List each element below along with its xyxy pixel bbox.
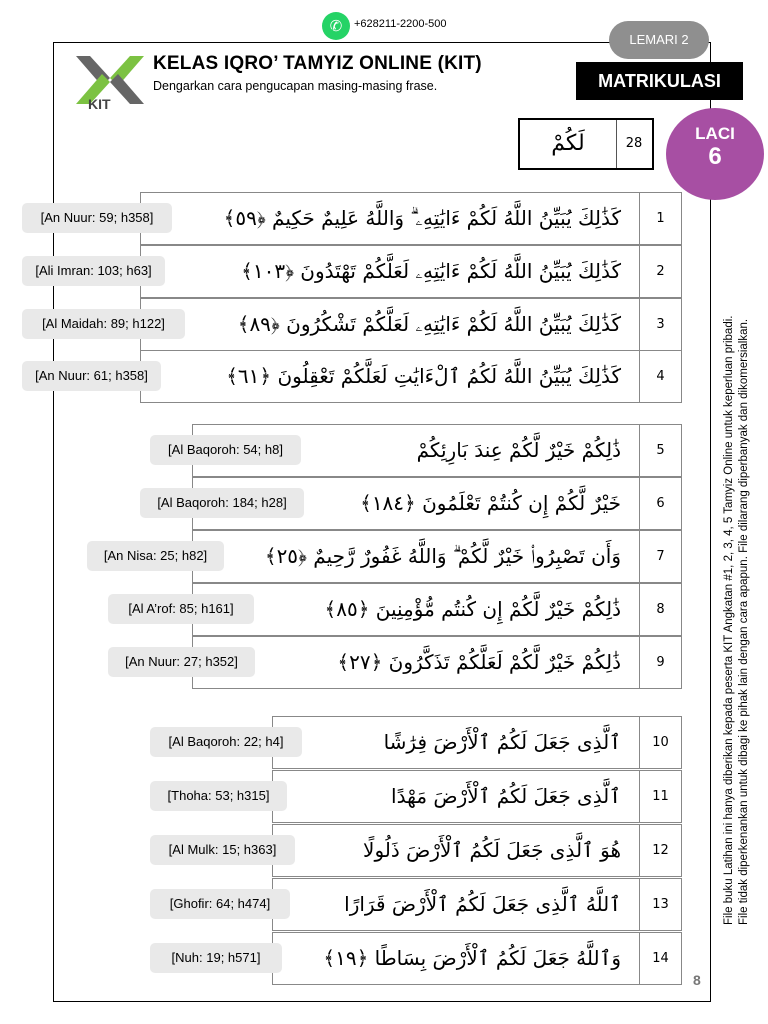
- phrase-row: [192, 636, 682, 689]
- phrase-number: 5: [656, 443, 665, 458]
- phrase-row: [272, 716, 682, 769]
- phrase-number: 12: [652, 843, 669, 858]
- whatsapp-icon: ✆: [322, 12, 350, 40]
- phrase-row: [192, 583, 682, 636]
- phrase-number: 14: [652, 951, 669, 966]
- verse-reference: [Al Mulk: 15; h363]: [150, 835, 295, 865]
- phrase-arabic: كَذَٰلِكَ يُبَيِّنُ اللَّهُ لَكُمُ ٱلْءَايَٰتِ لَعَلَّكُمْ تَعْقِلُونَ ﴿٦١﴾: [141, 351, 640, 402]
- logo-text: KIT: [88, 96, 111, 112]
- phrase-arabic: خَيْرٌ لَّكُمْ إِن كُنتُمْ تَعْلَمُونَ ﴿١٨٤﴾: [193, 478, 640, 529]
- verse-reference: [Al Baqoroh: 22; h4]: [150, 727, 302, 757]
- side-note-line-2: File tidak diperkenankan untuk dibagi ke pihak lain dengan cara apapun. File dilarang diperbanyak dan dikomersialkan.: [738, 318, 750, 925]
- verse-reference: [Thoha: 53; h315]: [150, 781, 287, 811]
- laci-label: LACI: [695, 124, 735, 143]
- verse-reference: [An Nuur: 61; h358]: [22, 361, 161, 391]
- phrase-arabic: ذَٰلِكُمْ خَيْرٌ لَّكُمْ عِندَ بَارِئِكُمْ: [193, 425, 640, 476]
- verse-reference: [Al Baqoroh: 184; h28]: [140, 488, 304, 518]
- verse-reference: [An Nuur: 27; h352]: [108, 647, 255, 677]
- target-word-number: 28: [625, 136, 643, 151]
- phrase-row: [272, 824, 682, 877]
- lemari-badge: LEMARI 2: [609, 21, 709, 59]
- phrase-arabic: ٱللَّهُ ٱلَّذِى جَعَلَ لَكُمُ ٱلْأَرْضَ قَرَارًا: [273, 879, 640, 930]
- phrase-row: [140, 192, 682, 245]
- target-word-box: [518, 118, 654, 170]
- phrase-row: [140, 245, 682, 298]
- phrase-arabic: كَذَٰلِكَ يُبَيِّنُ اللَّهُ لَكُمْ ءَايَٰتِهِۦ لَعَلَّكُمْ تَشْكُرُونَ ﴿٨٩﴾: [141, 299, 640, 350]
- phrase-arabic: ٱلَّذِى جَعَلَ لَكُمُ ٱلْأَرْضَ فِرَٰشًا: [273, 717, 640, 768]
- verse-reference: [An Nuur: 59; h358]: [22, 203, 172, 233]
- phrase-number: 9: [656, 655, 665, 670]
- page-title: KELAS IQRO’ TAMYIZ ONLINE (KIT): [153, 53, 482, 74]
- verse-reference: [Al Maidah: 89; h122]: [22, 309, 185, 339]
- phrase-number: 8: [656, 602, 665, 617]
- page-subtitle: Dengarkan cara pengucapan masing-masing frase.: [153, 79, 438, 93]
- phrase-arabic: ذَٰلِكُمْ خَيْرٌ لَّكُمْ إِن كُنتُم مُّؤْمِنِينَ ﴿٨٥﴾: [193, 584, 640, 635]
- phrase-number: 1: [656, 211, 665, 226]
- phrase-number: 2: [656, 264, 665, 279]
- matrikulasi-label: MATRIKULASI: [576, 62, 743, 100]
- phrase-row: [140, 350, 682, 403]
- verse-reference: [Ghofir: 64; h474]: [150, 889, 290, 919]
- phrase-row: [272, 770, 682, 823]
- verse-reference: [Ali Imran: 103; h63]: [22, 256, 165, 286]
- phrase-number: 4: [656, 369, 665, 384]
- laci-number: 6: [708, 143, 722, 170]
- phrase-number: 7: [656, 549, 665, 564]
- phrase-arabic: هُوَ ٱلَّذِى جَعَلَ لَكُمُ ٱلْأَرْضَ ذَلُولًا: [273, 825, 640, 876]
- phrase-row: [272, 878, 682, 931]
- phrase-arabic: وَأَن تَصْبِرُوا۟ خَيْرٌ لَّكُمْ ۗ وَاللَّهُ غَفُورٌ رَّحِيمٌ ﴿٢٥﴾: [193, 531, 640, 582]
- phrase-number: 13: [652, 897, 669, 912]
- phrase-row: [192, 530, 682, 583]
- target-word: لَكُمْ: [520, 120, 617, 168]
- side-note-line-1: File buku Latihan ini hanya diberikan kepada peserta KIT Angkatan #1, 2, 3, 4, 5 Tamyiz Online untuk keperluan pribadi.: [723, 315, 735, 925]
- phrase-arabic: كَذَٰلِكَ يُبَيِّنُ اللَّهُ لَكُمْ ءَايَٰتِهِۦ لَعَلَّكُمْ تَهْتَدُونَ ﴿١٠٣﴾: [141, 246, 640, 297]
- phrase-number: 3: [656, 317, 665, 332]
- verse-reference: [An Nisa: 25; h82]: [87, 541, 224, 571]
- verse-reference: [Nuh: 19; h571]: [150, 943, 282, 973]
- verse-reference: [Al A’rof: 85; h161]: [108, 594, 254, 624]
- phrase-arabic: ذَٰلِكُمْ خَيْرٌ لَّكُمْ لَعَلَّكُمْ تَذَكَّرُونَ ﴿٢٧﴾: [193, 637, 640, 688]
- phrase-number: 11: [652, 789, 669, 804]
- phrase-arabic: ٱلَّذِى جَعَلَ لَكُمُ ٱلْأَرْضَ مَهْدًا: [273, 771, 640, 822]
- phrase-arabic: وَٱللَّهُ جَعَلَ لَكُمُ ٱلْأَرْضَ بِسَاطًا ﴿١٩﴾: [273, 933, 640, 984]
- phrase-number: 6: [656, 496, 665, 511]
- phrase-row: [272, 932, 682, 985]
- phrase-row: [140, 298, 682, 351]
- verse-reference: [Al Baqoroh: 54; h8]: [150, 435, 301, 465]
- phrase-arabic: كَذَٰلِكَ يُبَيِّنُ اللَّهُ لَكُمْ ءَايَٰتِهِۦ ۗ وَاللَّهُ عَلِيمٌ حَكِيمٌ ﴿٥٩﴾: [141, 193, 640, 244]
- phrase-number: 10: [652, 735, 669, 750]
- laci-badge: [666, 108, 764, 200]
- page-number: 8: [693, 972, 701, 988]
- phone-number: +628211-2200-500: [354, 18, 447, 30]
